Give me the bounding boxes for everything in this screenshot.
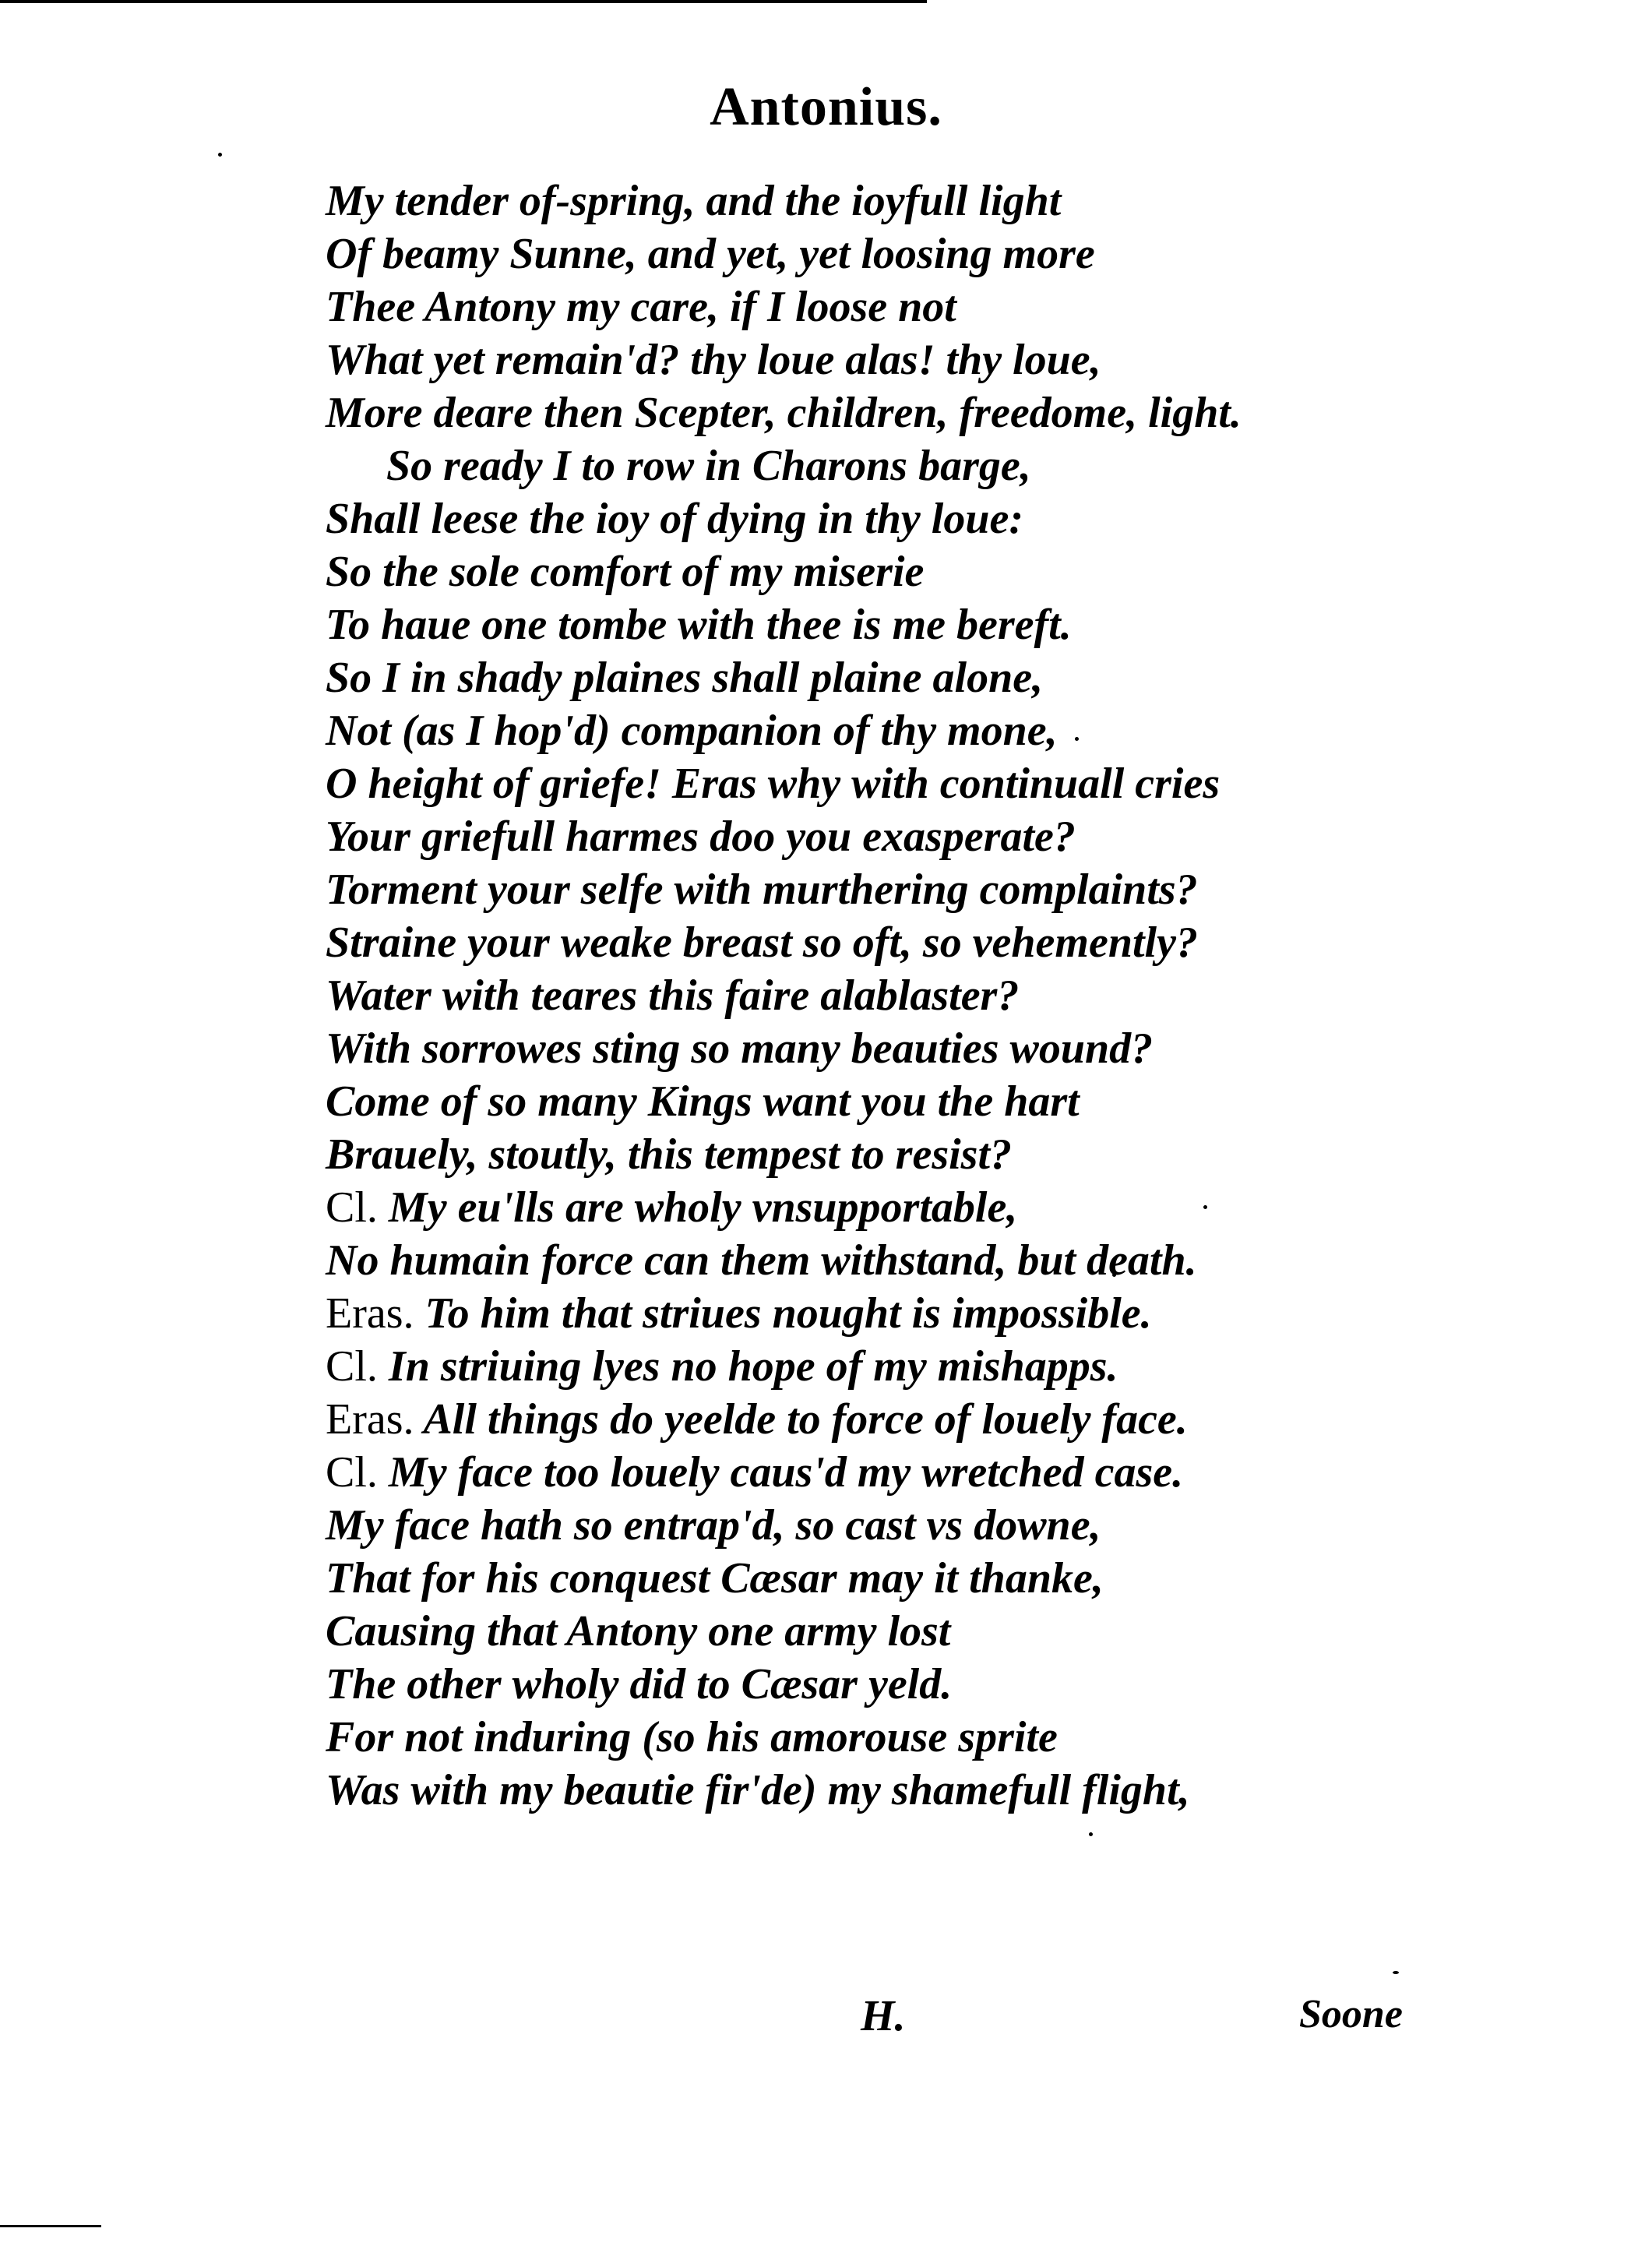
verse-line [326, 227, 1611, 280]
speaker-label: Cl. [326, 1448, 378, 1497]
verse-line [326, 1340, 1611, 1393]
verse-line [326, 1658, 1611, 1711]
line-text: Of beamy Sunne, and yet, yet loosing more [326, 230, 1095, 278]
line-text: To him that striues nought is impossible. [424, 1289, 1152, 1338]
speaker-label: Cl. [326, 1342, 378, 1391]
verse-line [326, 969, 1611, 1022]
line-text: My eu'lls are wholy vnsupportable, [388, 1183, 1018, 1232]
line-text: Torment your selfe with murthering complaints? [326, 866, 1198, 914]
verse-line [326, 545, 1611, 598]
line-text: O height of griefe! Eras why with continuall cries [326, 760, 1221, 808]
verse-line [326, 1075, 1611, 1128]
line-text: My tender of-spring, and the ioyfull light [326, 177, 1062, 225]
verse-line [326, 704, 1611, 757]
verse-line [326, 757, 1611, 810]
line-text: Thee Antony my care, if I loose not [326, 283, 956, 331]
speaker-label: Eras. [326, 1395, 414, 1444]
catchword: Soone [1299, 1992, 1403, 2036]
line-text: For not induring (so his amorouse sprite [326, 1713, 1058, 1761]
verse-line [326, 439, 1611, 492]
verse-line [326, 280, 1611, 333]
line-text: More deare then Scepter, children, freedome, light. [326, 389, 1242, 437]
line-text: Not (as I hop'd) companion of thy mone, [326, 707, 1058, 755]
verse-line [326, 651, 1611, 704]
line-text: All things do yeelde to force of louely face. [423, 1395, 1188, 1444]
verse-line [326, 916, 1611, 969]
verse-line [326, 1393, 1611, 1446]
verse-line [326, 1022, 1611, 1075]
line-text: So ready I to row in Charons barge, [386, 442, 1031, 490]
line-text: Brauely, stoutly, this tempest to resist? [326, 1130, 1013, 1179]
signature-mark: H. [861, 1992, 906, 2040]
line-text: With sorrowes sting so many beauties wound? [326, 1024, 1154, 1073]
line-text: To haue one tombe with thee is me bereft. [326, 601, 1072, 649]
verse-line [326, 863, 1611, 916]
verse-line [326, 1181, 1611, 1234]
verse-line [326, 1764, 1611, 1817]
verse-line [326, 1128, 1611, 1181]
line-text: Was with my beautie fir'de) my shamefull flight, [326, 1766, 1190, 1814]
line-text: Come of so many Kings want you the hart [326, 1077, 1080, 1126]
line-text: So the sole comfort of my miserie [326, 548, 925, 596]
verse-line [326, 810, 1611, 863]
line-text: The other wholy did to Cæsar yeld. [326, 1660, 953, 1708]
verse-line [326, 386, 1611, 439]
verse-line [326, 1552, 1611, 1605]
verse-line [326, 175, 1611, 227]
line-text: Water with teares this faire alablaster? [326, 971, 1020, 1020]
line-text: My face hath so entrap'd, so cast vs downe, [326, 1501, 1101, 1550]
ink-speck [1089, 1832, 1093, 1836]
verse-line [326, 1234, 1611, 1287]
page-title: Antonius. [710, 77, 942, 137]
line-text: My face too louely caus'd my wretched case. [388, 1448, 1184, 1497]
speaker-label: Eras. [326, 1289, 414, 1338]
ink-speck [218, 153, 222, 157]
ink-speck [1393, 1971, 1399, 1974]
verse-block [326, 175, 1611, 1817]
verse-line [326, 1499, 1611, 1552]
verse-line [326, 333, 1611, 386]
line-text: Straine your weake breast so oft, so vehemently? [326, 918, 1198, 967]
line-text: No humain force can them withstand, but death. [326, 1236, 1197, 1285]
verse-line [326, 598, 1611, 651]
line-text: Your griefull harmes doo you exasperate? [326, 813, 1076, 861]
line-text: So I in shady plaines shall plaine alone, [326, 654, 1044, 702]
line-text: That for his conquest Cæsar may it thanke, [326, 1554, 1104, 1603]
top-rule [0, 0, 927, 3]
verse-line [326, 1711, 1611, 1764]
verse-line [326, 492, 1611, 545]
bottom-rule [0, 2225, 101, 2227]
speaker-label: Cl. [326, 1183, 378, 1232]
verse-line [326, 1605, 1611, 1658]
line-text: Causing that Antony one army lost [326, 1607, 951, 1655]
line-text: What yet remain'd? thy loue alas! thy loue, [326, 336, 1101, 384]
line-text: Shall leese the ioy of dying in thy loue: [326, 495, 1023, 543]
verse-line [326, 1287, 1611, 1340]
verse-line [326, 1446, 1611, 1499]
line-text: In striuing lyes no hope of my mishapps. [388, 1342, 1118, 1391]
